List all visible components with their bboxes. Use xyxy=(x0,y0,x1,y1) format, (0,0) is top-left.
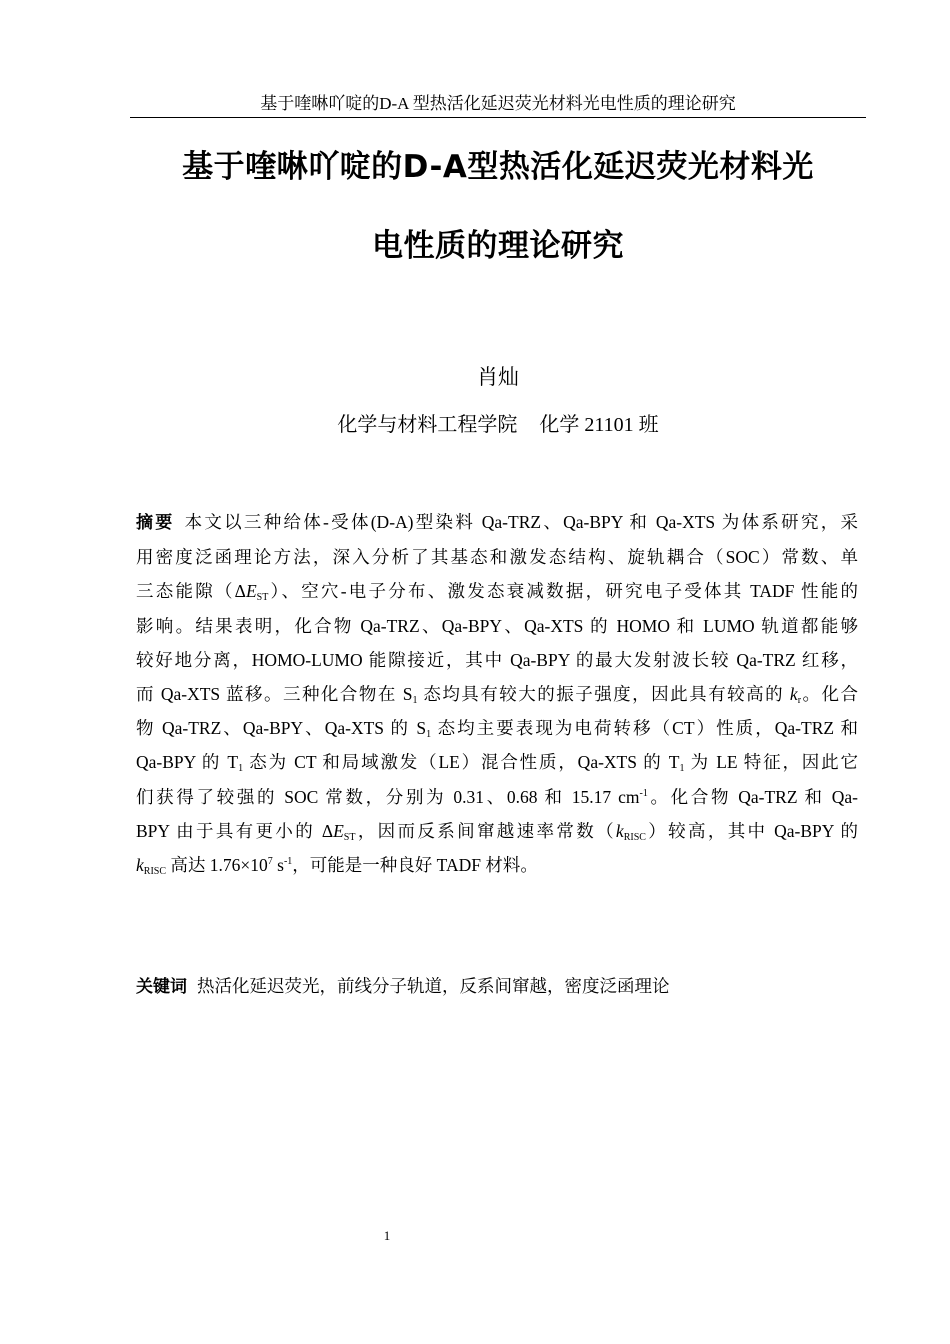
header-rule xyxy=(130,117,866,118)
keywords-text: 热活化延迟荧光，前线分子轨道，反系间窜越，密度泛函理论 xyxy=(197,976,670,996)
page-title-line-2: 电性质的理论研究 xyxy=(372,228,624,264)
page-title-line-1: 基于喹啉吖啶的D-A型热活化延迟荧光材料光 xyxy=(182,149,814,185)
running-header: 基于喹啉吖啶的D-A 型热活化延迟荧光材料光电性质的理论研究 xyxy=(260,94,736,113)
page-number: 1 xyxy=(383,1228,391,1243)
keywords xyxy=(136,972,858,1001)
abstract-label: 摘要 xyxy=(136,513,175,533)
affiliation-school: 化学与材料工程学院 xyxy=(337,414,518,436)
abstract: 摘要 本文以三种给体-受体(D-A)型染料 Qa-TRZ、Qa-BPY 和 Qa-XTS 为体系研究，采 用密度泛函理论方法，深入分析了其基态和激发态结构、旋轨耦合（SOC）常数、单 三态能隙$(\Delta E_{ST})$、空穴-电子分布、激发态衰减数据，研究电子受体其 TADF 性能的 影响。结果表明，化合物 Qa-TRZ、Qa-BPY、Qa-XTS 的 HOMO 和 LUMO 轨道都能够 较好地分离，HOMO-LUMO 能隙接近，其中 Qa-BPY 的最大发射波长较 Qa-TRZ 红移， 而 Qa-XTS 蓝移。三种化合物在 $S_1$ 态均具有较大的振子强度，因此具有较高的 $k_r$。化合 物 Qa-TRZ、Qa-BPY、Qa-XTS 的 $S_1$ 态均主要表现为电荷转移（CT）性质，Qa-TRZ 和 Qa-BPY 的 $T_1$ 态为 CT 和局域激发（LE）混合性质，Qa-XTS 的 $T_1$ 为 LE 特征，因此它 们获得了较强的 SOC 常数，分别为 0.31、0.68 和 15.17 $cm^{-1}$。化合物 Qa-TRZ 和 Qa- BPY 由于具有更小的 $\Delta E_{ST}$，因而反系间窜越速率常数$(k_{RISC})$较高，其中 Qa-BPY 的 $k_{RISC}$ 高达 $1.76\times 10^7$ $s^{-1}$，可能是一种良好 TADF 材料。 xyxy=(136,512,859,878)
keywords-label: 关键词 xyxy=(136,977,187,997)
affiliation-class: 化学 21101 班 xyxy=(539,414,659,436)
affiliation xyxy=(100,410,896,440)
author-name: 肖灿 xyxy=(477,365,519,389)
